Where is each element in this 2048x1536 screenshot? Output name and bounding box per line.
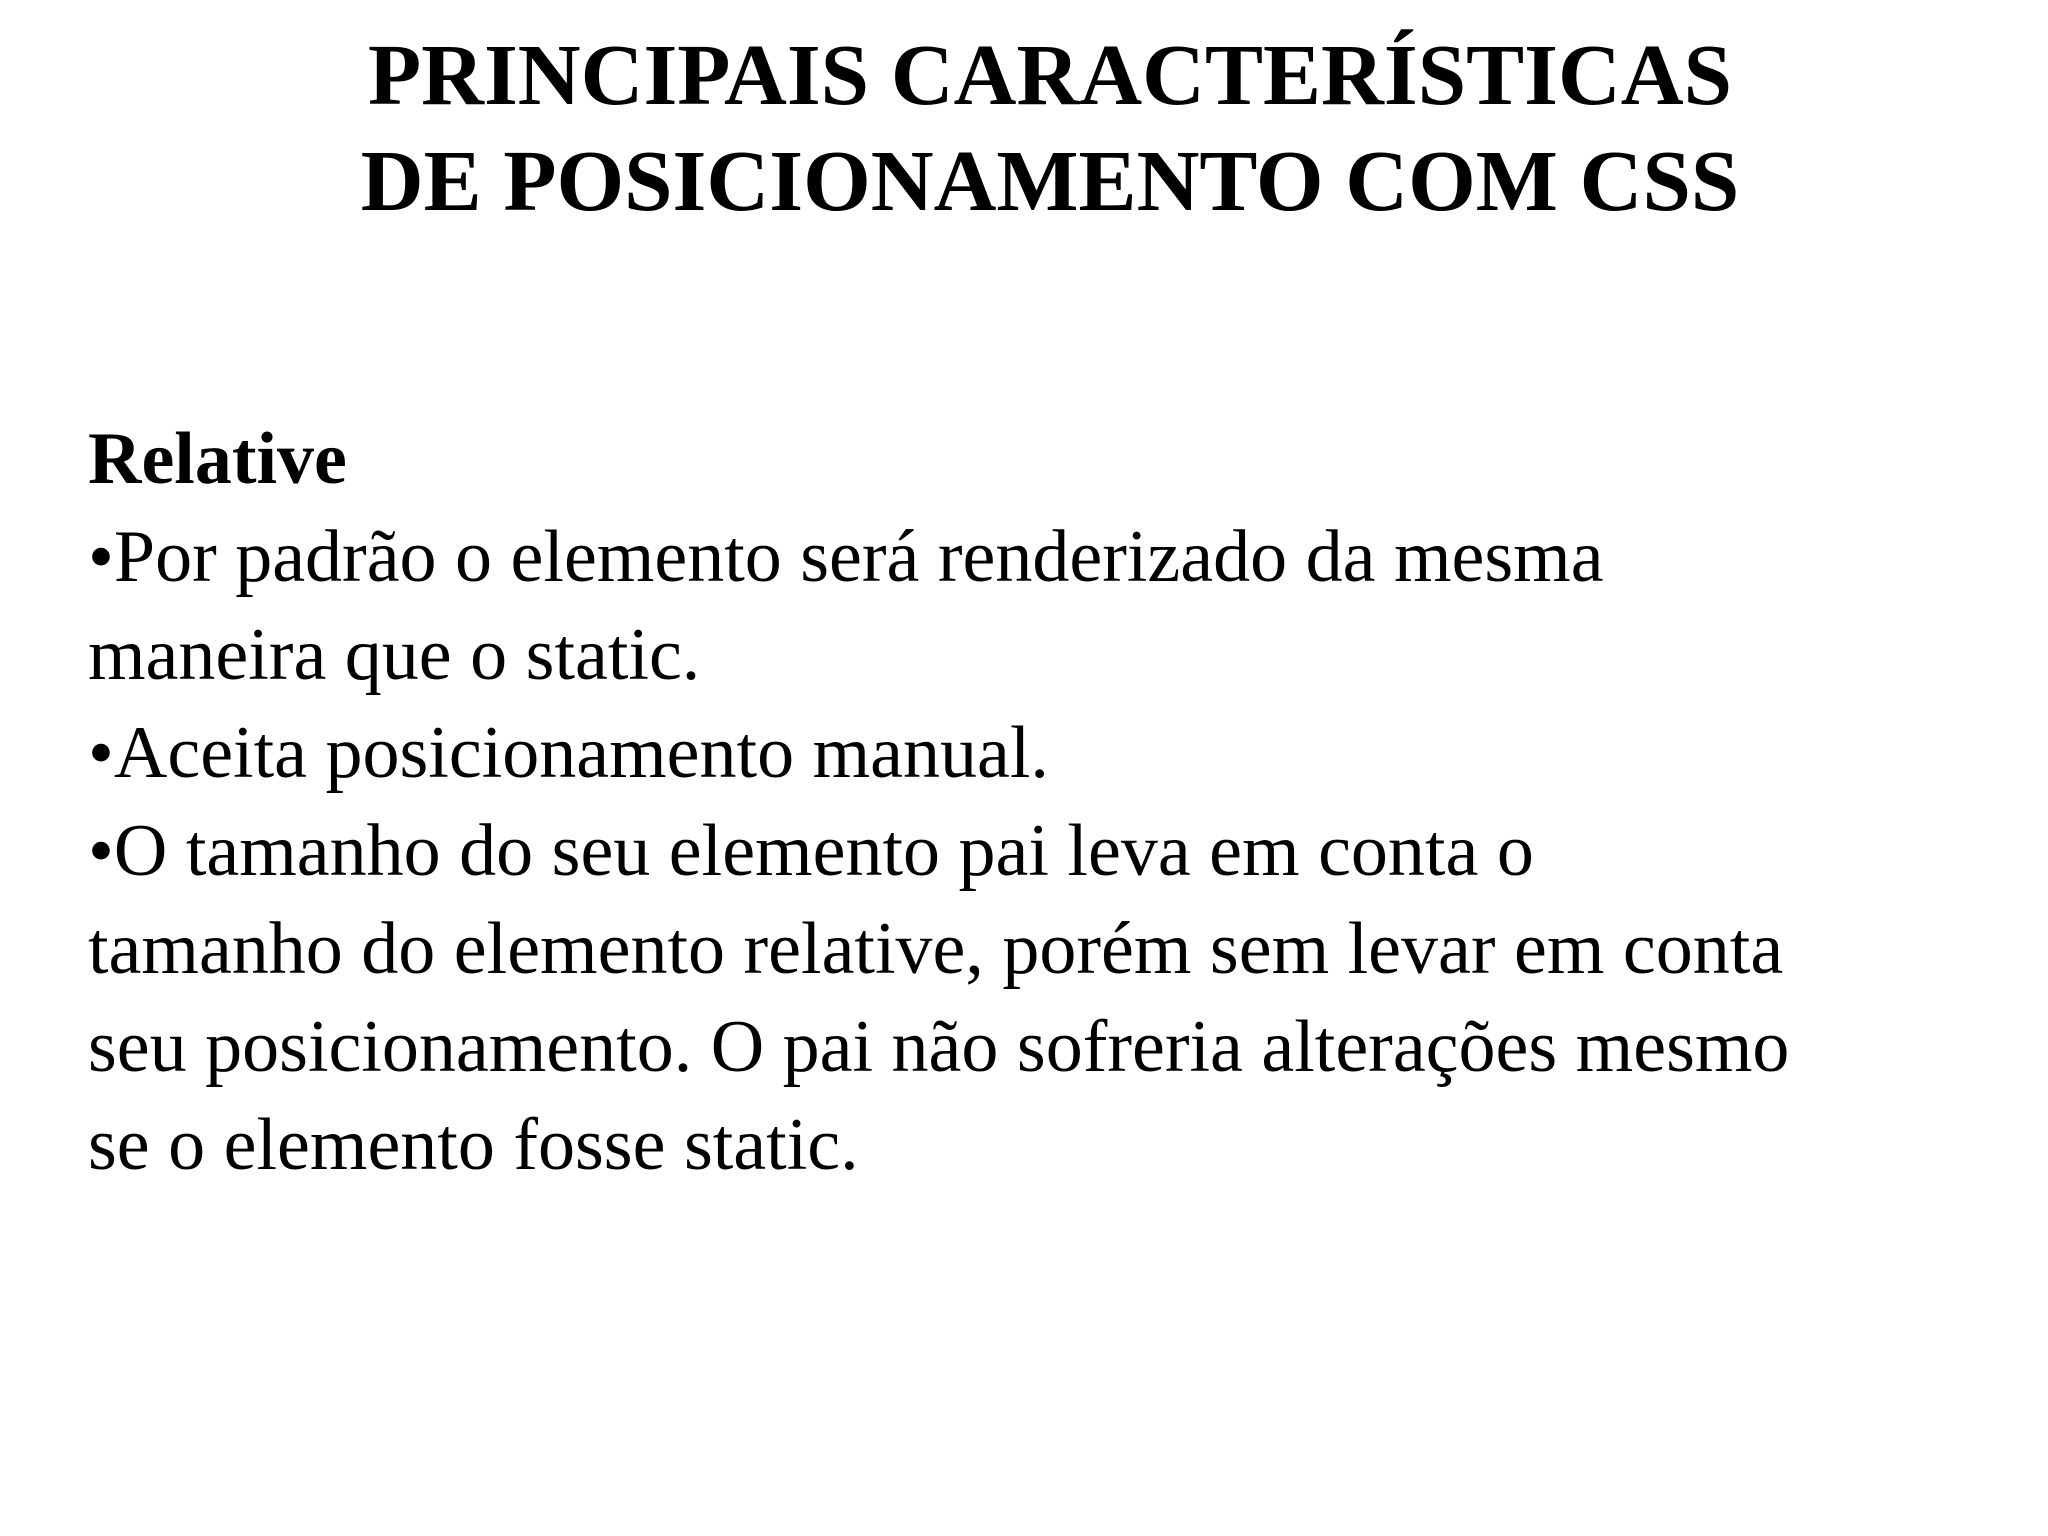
bullet-3-line-4: se o elemento fosse static. (88, 1104, 859, 1186)
bullet-3-line-1: •O tamanho do seu elemento pai leva em conta o (88, 810, 1534, 892)
slide-title-line-1: PRINCIPAIS CARACTERÍSTICAS (367, 26, 1733, 123)
slide-title (0, 22, 2048, 234)
bullet-1-line-2: maneira que o static. (88, 614, 701, 696)
bullet-3-line-3: seu posicionamento. O pai não sofreria alterações mesmo (88, 1006, 1790, 1088)
bullet-2-line-1: •Aceita posicionamento manual. (88, 712, 1049, 794)
slide-title-line-2: DE POSICIONAMENTO COM CSS (360, 132, 1740, 229)
section-heading: Relative (88, 418, 347, 500)
slide-body (88, 410, 1988, 1194)
bullet-3-line-2: tamanho do elemento relative, porém sem levar em conta (88, 908, 1784, 990)
bullet-1-line-1: •Por padrão o elemento será renderizado da mesma (88, 516, 1604, 598)
